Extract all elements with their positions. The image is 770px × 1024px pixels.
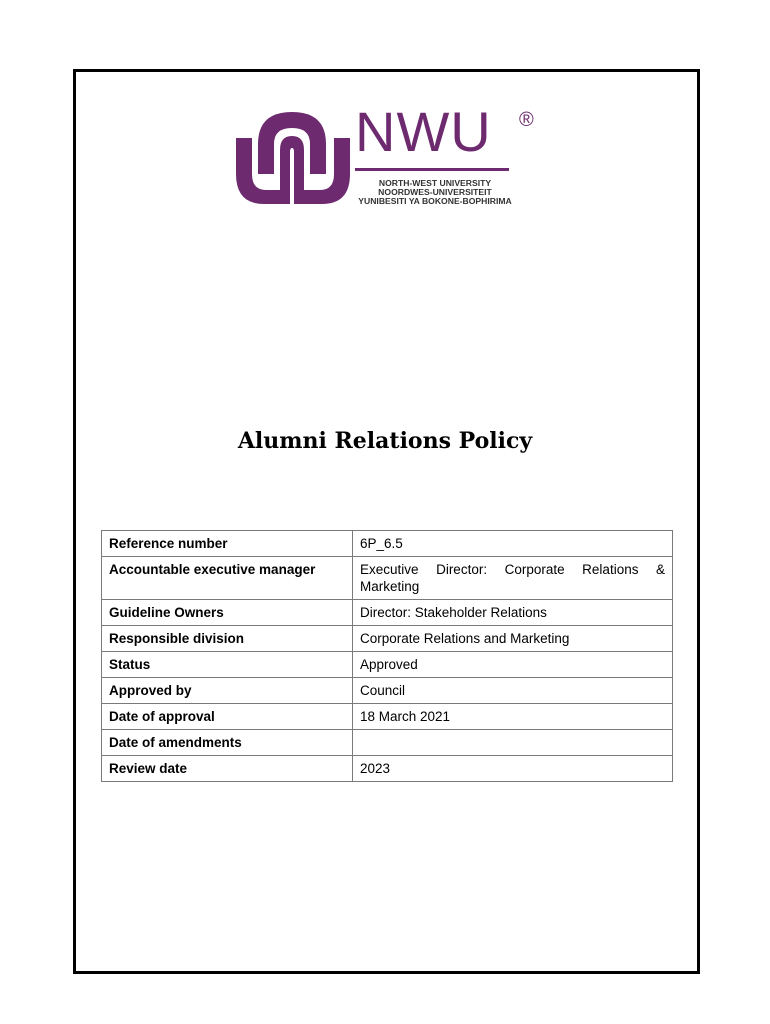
row-label: Date of amendments [102,730,353,756]
row-label: Review date [102,756,353,782]
logo-line-setswana: YUNIBESITI YA BOKONE-BOPHIRIMA [358,196,512,206]
table-row [102,704,673,730]
row-label: Reference number [102,531,353,557]
policy-metadata-table [101,530,673,782]
registered-mark: ® [519,109,534,131]
row-value: Executive Director: Corporate Relations & Marketing [353,557,673,600]
nwu-logo [234,100,544,208]
row-value: Council [353,678,673,704]
row-value [353,730,673,756]
table-row [102,531,673,557]
table-row [102,730,673,756]
row-label: Approved by [102,678,353,704]
row-value: Director: Stakeholder Relations [353,600,673,626]
row-label: Status [102,652,353,678]
logo-wordmark: NWU [355,100,492,163]
row-label: Guideline Owners [102,600,353,626]
logo-rule [355,168,509,171]
row-value: Corporate Relations and Marketing [353,626,673,652]
table-row [102,652,673,678]
table-row [102,557,673,600]
nwu-emblem-icon [234,104,354,208]
logo-line-english: NORTH-WEST UNIVERSITY [378,178,492,188]
row-value: Approved [353,652,673,678]
row-value: 2023 [353,756,673,782]
table-row [102,678,673,704]
row-label: Responsible division [102,626,353,652]
logo-line-afrikaans: NOORDWES-UNIVERSITEIT [378,187,492,197]
row-label: Accountable executive manager [102,557,353,600]
document-title: Alumni Relations Policy [237,428,533,454]
row-value: 18 March 2021 [353,704,673,730]
table-row [102,756,673,782]
row-label: Date of approval [102,704,353,730]
row-value: 6P_6.5 [353,531,673,557]
table-row [102,626,673,652]
table-row [102,600,673,626]
